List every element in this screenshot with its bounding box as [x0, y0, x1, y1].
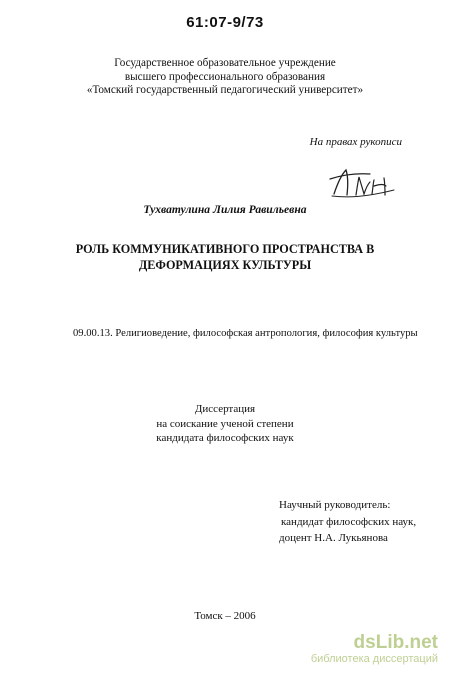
watermark-tagline: библиотека диссертаций — [310, 653, 438, 665]
institution-line-1: Государственное образовательное учреждение — [114, 57, 336, 69]
handwritten-signature — [326, 164, 398, 200]
degree-line-3: кандидата философских наук — [156, 432, 294, 445]
supervisor-block — [279, 497, 416, 547]
institution-block — [0, 57, 450, 98]
dissertation-title — [0, 241, 450, 273]
city-year: Томск – 2006 — [194, 610, 256, 622]
supervisor-label: Научный руководитель: — [279, 499, 391, 511]
supervisor-name: доцент Н.А. Лукьянова — [279, 532, 388, 544]
institution-line-3: «Томский государственный педагогический университет» — [86, 84, 364, 97]
degree-line-2: на соискание ученой степени — [156, 417, 294, 430]
watermark-brand: dsLib.net — [353, 632, 438, 653]
supervisor-degree: кандидат философских наук, — [281, 515, 417, 528]
site-watermark — [311, 633, 438, 666]
author-name: Тухватулина Лилия Равильевна — [143, 203, 307, 216]
institution-line-2: высшего профессионального образования — [124, 70, 326, 83]
degree-block — [0, 402, 450, 446]
manuscript-rights-note: На правах рукописи — [309, 136, 402, 148]
title-line-1: РОЛЬ КОММУНИКАТИВНОГО ПРОСТРАНСТВА В — [75, 242, 375, 256]
specialty-code: 09.00.13. Религиоведение, философская антропология, философия культуры — [73, 328, 418, 339]
title-line-2: ДЕФОРМАЦИЯХ КУЛЬТУРЫ — [138, 258, 312, 272]
archive-stamp-code: 61:07-9/73 — [186, 14, 264, 31]
degree-line-1: Диссертация — [194, 403, 256, 415]
